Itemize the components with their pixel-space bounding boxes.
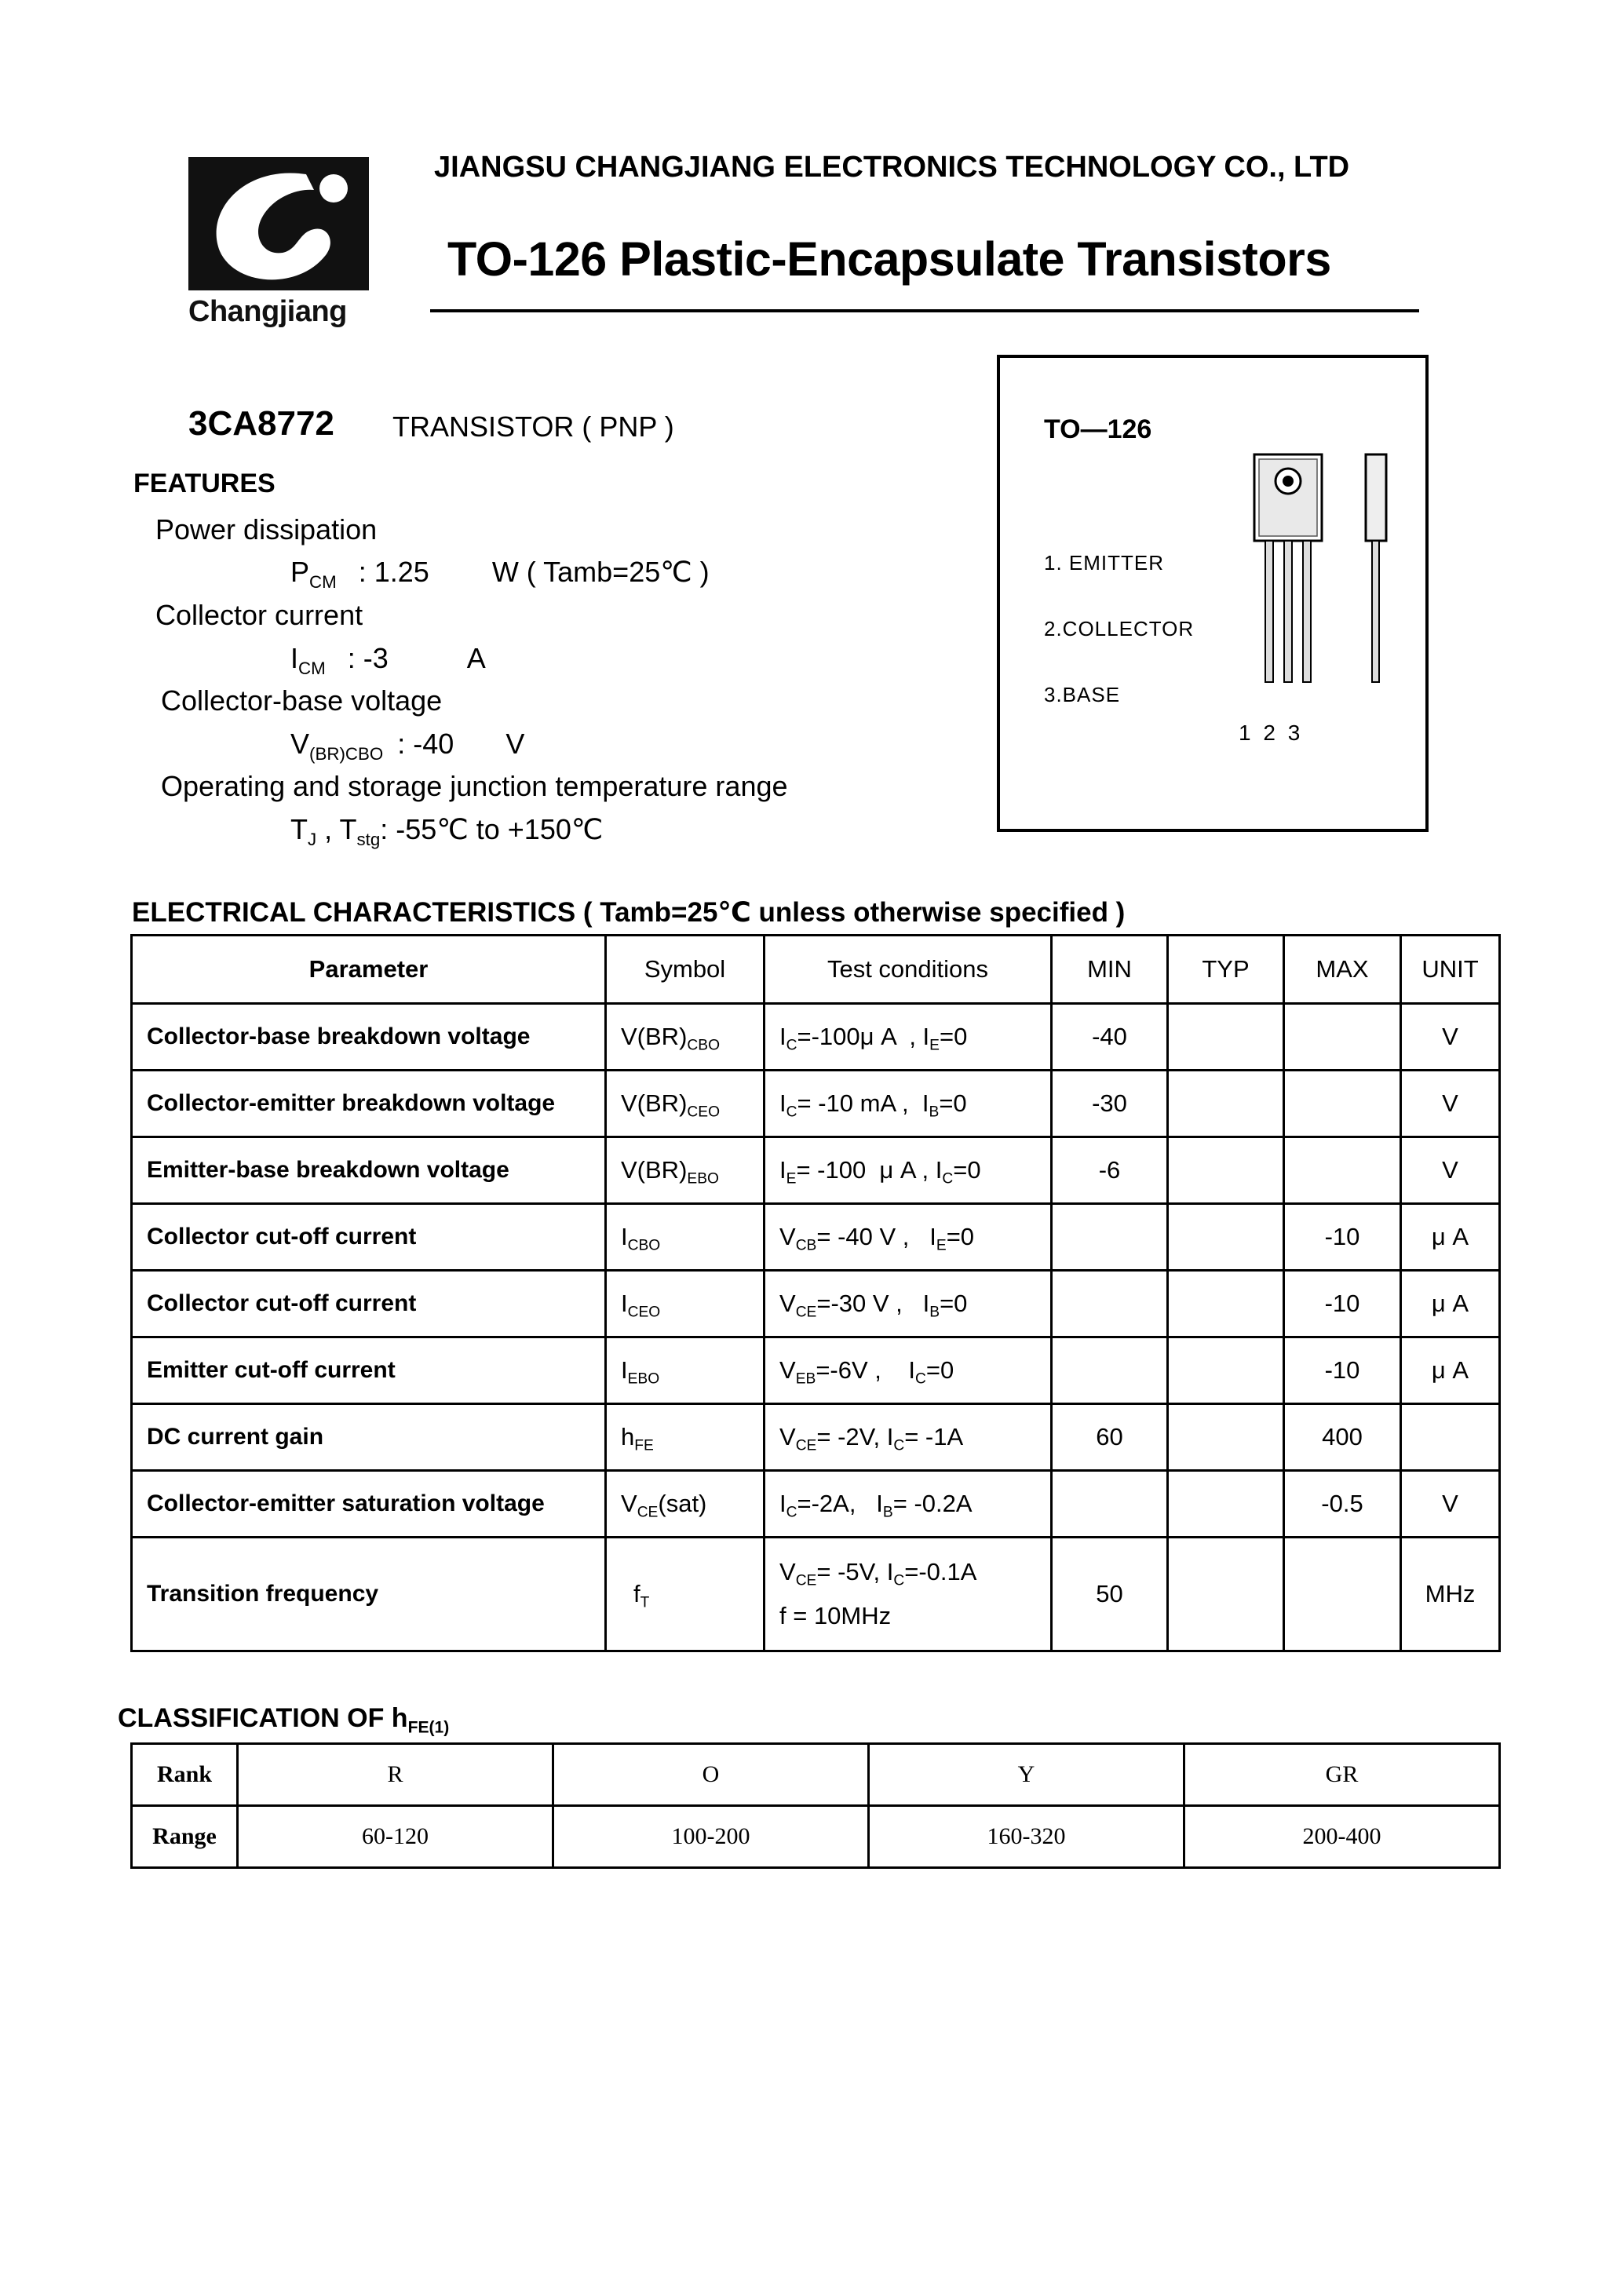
cond-value: =0 [946,1223,975,1250]
cond-symbol: I [779,1023,786,1050]
conditions-cell [765,1404,1052,1471]
min-cell: -30 [1052,1071,1168,1137]
max-cell: -10 [1284,1271,1401,1337]
cond-symbol: I [935,1156,943,1184]
max-cell: -10 [1284,1337,1401,1404]
table-row [132,1471,1500,1538]
current-unit: A [466,642,486,674]
symbol-main: V [621,1490,637,1517]
feature-current-value [290,642,486,678]
max-cell [1284,1004,1401,1071]
param-cell: Collector-base breakdown voltage [132,1004,606,1071]
max-cell [1284,1137,1401,1204]
cond-value: = -2V, [816,1423,887,1450]
min-cell [1052,1337,1168,1404]
pin-2-label: 2.COLLECTOR [1044,617,1195,640]
param-cell: Collector cut-off current [132,1204,606,1271]
cond-sub: CE [795,1572,817,1589]
symbol-cell [606,1471,765,1538]
header-max: MAX [1284,936,1401,1004]
max-cell: -0.5 [1284,1471,1401,1538]
symbol-main: V(BR) [621,1156,688,1184]
cond-value: =-0.1A [904,1558,977,1585]
cond-sub: C [893,1572,905,1589]
feature-voltage-label: Collector-base voltage [161,684,443,717]
typ-cell [1168,1271,1284,1337]
document-title: TO-126 Plastic-Encapsulate Transistors [447,232,1331,286]
voltage-value: : -40 [397,728,454,760]
feature-power-label: Power dissipation [155,513,378,545]
company-name: JIANGSU CHANGJIANG ELECTRONICS TECHNOLOGY CO., LTD [434,151,1350,184]
current-value: : -3 [347,642,389,674]
cond-symbol: I [779,1490,786,1517]
cond-sub: C [914,1370,926,1388]
symbol-cell [606,1137,765,1204]
typ-cell [1168,1071,1284,1137]
cond-value: =-2A, [797,1490,877,1517]
max-cell: 400 [1284,1404,1401,1471]
min-cell: 50 [1052,1538,1168,1651]
symbol-cell [606,1538,765,1651]
typ-cell [1168,1137,1284,1204]
feature-current-label: Collector current [155,599,363,631]
rank-cell: GR [1184,1744,1500,1806]
max-cell [1284,1538,1401,1651]
unit-cell: V [1401,1137,1500,1204]
cond-sub: C [786,1037,797,1054]
classification-table [130,1742,1501,1869]
cond-sub: B [929,1304,940,1321]
symbol-sub: EBO [687,1170,719,1188]
cond-value: = -5V, [816,1558,887,1585]
features-heading: FEATURES [133,469,276,498]
symbol-sub: CBO [627,1237,661,1254]
cond-value: =0 [939,1089,967,1117]
symbol-cell [606,1337,765,1404]
power-symbol-sub: CM [309,571,337,592]
param-cell: Emitter cut-off current [132,1337,606,1404]
cond-value: = -100 μ A , [796,1156,936,1184]
unit-cell: MHz [1401,1538,1500,1651]
header-conditions: Test conditions [765,936,1052,1004]
table-row [132,1404,1500,1471]
typ-cell [1168,1404,1284,1471]
cond-sub: E [786,1170,797,1188]
cond-sub: B [882,1504,893,1521]
current-symbol-sub: CM [298,658,326,678]
min-cell [1052,1471,1168,1538]
range-label: Range [132,1806,238,1868]
cond-sub: B [929,1104,940,1121]
unit-cell: V [1401,1471,1500,1538]
header-parameter: Parameter [132,936,606,1004]
cond-value: = -0.2A [892,1490,973,1517]
tj-symbol-sub: J [308,829,317,849]
min-cell: -6 [1052,1137,1168,1204]
symbol-sub: CBO [687,1037,721,1054]
classification-heading [118,1703,450,1737]
cond-sub: EB [795,1370,816,1388]
package-name: TO—126 [1044,414,1152,444]
feature-power-value [290,556,710,592]
cond-sub: CE [795,1304,817,1321]
max-cell: -10 [1284,1204,1401,1271]
pin-1-label: 1. EMITTER [1044,551,1165,575]
max-cell [1284,1071,1401,1137]
table-row [132,1337,1500,1404]
tstg-symbol-sub: stg [356,829,381,849]
table-row [132,1004,1500,1071]
part-description: TRANSISTOR ( PNP ) [392,410,674,443]
classification-heading-text: CLASSIFICATION OF h [118,1703,408,1733]
min-cell [1052,1204,1168,1271]
rank-label: Rank [132,1744,238,1806]
cond-symbol: I [922,1023,930,1050]
cond-value: = -40 V , [816,1223,930,1250]
param-cell: Collector-emitter saturation voltage [132,1471,606,1538]
voltage-unit: V [505,728,525,760]
param-cell: DC current gain [132,1404,606,1471]
power-symbol: P [290,556,310,588]
conditions-cell [765,1137,1052,1204]
cond-symbol: I [886,1423,894,1450]
title-underline [430,309,1419,312]
typ-cell [1168,1538,1284,1651]
current-symbol: I [290,642,299,674]
cond-value: =-30 V , [816,1290,923,1317]
cond-value: =0 [940,1290,968,1317]
symbol-main: V(BR) [621,1023,688,1050]
rank-cell: Y [869,1744,1184,1806]
feature-voltage-value [290,728,525,764]
feature-temperature-label: Operating and storage junction temperature range [161,770,788,802]
temp-separator: , [316,813,340,845]
conditions-cell [765,1071,1052,1137]
cond-symbol: I [886,1558,894,1585]
table-row [132,1538,1500,1651]
symbol-main: h [621,1423,635,1450]
tstg-symbol: T [339,813,357,845]
cond-value: = -1A [904,1423,964,1450]
cond-symbol: V [779,1356,796,1384]
symbol-cell [606,1404,765,1471]
symbol-cell [606,1004,765,1071]
header-unit: UNIT [1401,936,1500,1004]
unit-cell: V [1401,1004,1500,1071]
rank-cell: O [553,1744,869,1806]
cond-symbol: I [929,1223,936,1250]
tj-symbol: T [290,813,308,845]
cond-value: =-100μ A , [797,1023,923,1050]
conditions-cell [765,1204,1052,1271]
table-row [132,1271,1500,1337]
typ-cell [1168,1471,1284,1538]
cond-sub: CB [795,1237,817,1254]
cond-sub: C [893,1437,905,1454]
table-row [132,1137,1500,1204]
cond-symbol: I [779,1156,786,1184]
cond-symbol: V [779,1423,796,1450]
conditions-cell [765,1538,1052,1651]
cond-value: =0 [939,1023,968,1050]
electrical-table [130,934,1501,1652]
symbol-sub: CE [637,1504,659,1521]
table-header-row [132,936,1500,1004]
header-typ: TYP [1168,936,1284,1004]
param-cell: Transition frequency [132,1538,606,1651]
cond-symbol: V [779,1558,796,1585]
classification-heading-sub: FE(1) [407,1718,450,1737]
electrical-heading: ELECTRICAL CHARACTERISTICS ( Tamb=25℃ unless otherwise specified ) [132,897,1126,928]
typ-cell [1168,1204,1284,1271]
cond-sub: E [929,1037,940,1054]
range-cell: 200-400 [1184,1806,1500,1868]
cond-value: =0 [925,1356,954,1384]
conditions-cell [765,1471,1052,1538]
symbol-main: f [633,1580,640,1607]
range-cell: 60-120 [238,1806,553,1868]
range-cell: 100-200 [553,1806,869,1868]
cond-sub: E [936,1237,947,1254]
conditions-line-1 [779,1550,1036,1594]
min-cell: -40 [1052,1004,1168,1071]
param-cell: Emitter-base breakdown voltage [132,1137,606,1204]
pin-numbers: 1 2 3 [1239,721,1304,745]
cond-symbol: I [922,1290,930,1317]
conditions-cell [765,1271,1052,1337]
symbol-cell [606,1204,765,1271]
table-row [132,1204,1500,1271]
cond-sub: C [786,1104,797,1121]
cond-symbol: I [876,1490,883,1517]
symbol-sub: T [640,1594,650,1611]
typ-cell [1168,1004,1284,1071]
unit-cell: V [1401,1071,1500,1137]
cond-value: =0 [953,1156,981,1184]
symbol-main: I [621,1223,628,1250]
rank-cell: R [238,1744,553,1806]
min-cell: 60 [1052,1404,1168,1471]
symbol-sub: EBO [627,1370,660,1388]
symbol-main: V(BR) [621,1089,688,1117]
rank-row [132,1744,1500,1806]
logo-wordmark: Changjiang [188,295,347,328]
part-number: 3CA8772 [188,404,334,443]
symbol-tail: (sat) [658,1490,707,1517]
conditions-cell [765,1337,1052,1404]
power-unit: W ( Tamb=25℃ ) [491,556,710,588]
cond-symbol: V [779,1290,796,1317]
symbol-cell [606,1071,765,1137]
symbol-cell [606,1271,765,1337]
min-cell [1052,1271,1168,1337]
param-cell: Collector cut-off current [132,1271,606,1337]
symbol-main: I [621,1356,628,1384]
to126-package-drawing [1248,451,1397,687]
pin-3-label: 3.BASE [1044,683,1121,706]
cond-sub: C [942,1170,954,1188]
param-cell: Collector-emitter breakdown voltage [132,1071,606,1137]
cond-sub: CE [795,1437,817,1454]
unit-cell: μ A [1401,1204,1500,1271]
unit-cell: μ A [1401,1271,1500,1337]
cond-symbol: I [921,1089,929,1117]
cond-symbol: V [779,1223,796,1250]
feature-temperature-value [290,813,604,849]
symbol-sub: CEO [687,1104,721,1121]
range-cell: 160-320 [869,1806,1184,1868]
unit-cell: μ A [1401,1337,1500,1404]
voltage-symbol: V [290,728,310,760]
symbol-main: I [621,1290,628,1317]
symbol-sub: CEO [627,1304,661,1321]
cond-symbol: I [908,1356,915,1384]
conditions-cell [765,1004,1052,1071]
voltage-symbol-sub: (BR)CBO [309,743,384,764]
range-row [132,1806,1500,1868]
symbol-sub: FE [634,1437,654,1454]
header-min: MIN [1052,936,1168,1004]
power-value: : 1.25 [358,556,429,588]
unit-cell [1401,1404,1500,1471]
typ-cell [1168,1337,1284,1404]
temperature-value: : -55℃ to +150℃ [380,813,604,845]
cond-sub: C [786,1504,797,1521]
header-symbol: Symbol [606,936,765,1004]
cond-value: = -10 mA , [797,1089,922,1117]
table-row [132,1071,1500,1137]
cond-value: =-6V , [816,1356,909,1384]
cond-symbol: I [779,1089,786,1117]
conditions-line-2: f = 10MHz [779,1602,892,1629]
